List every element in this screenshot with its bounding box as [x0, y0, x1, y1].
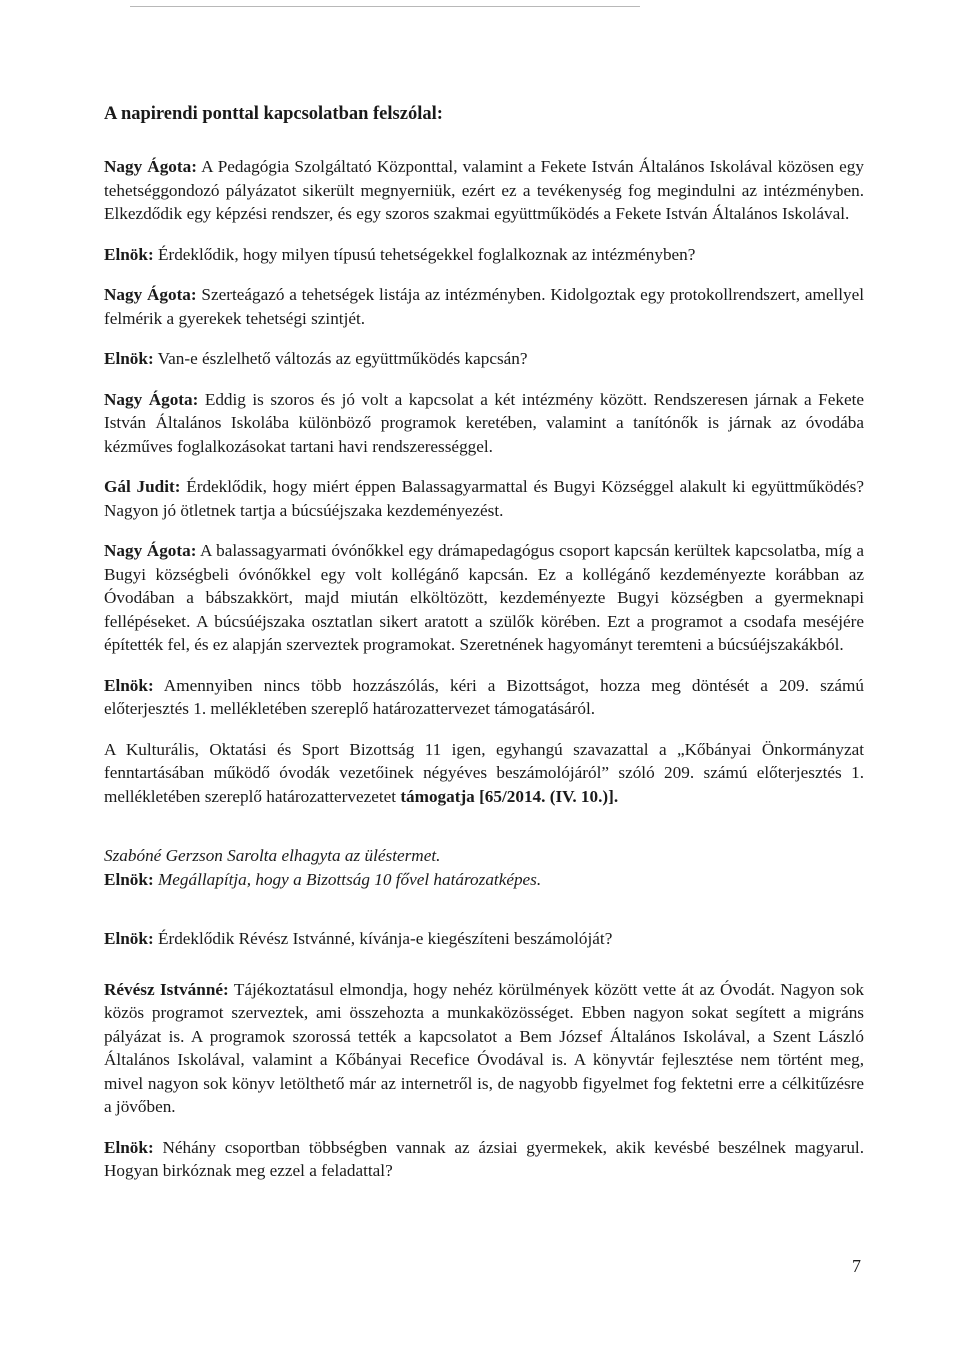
document-page — [104, 104, 864, 1200]
resolution-decision: támogatja [65/2014. (IV. 10.)]. — [400, 786, 619, 806]
speaker-name: Nagy Ágota: — [104, 285, 197, 304]
speaker-name: Révész Istvánné: — [104, 979, 229, 999]
paragraph-8 — [104, 674, 864, 721]
page-number: 7 — [852, 1256, 861, 1276]
paragraph-11 — [104, 1136, 864, 1183]
section-heading: A napirendi ponttal kapcsolatban felszólal: — [104, 104, 443, 124]
note-line-1: Szabóné Gerzson Sarolta elhagyta az üléstermet. — [104, 846, 441, 865]
paragraph-text: A balassagyarmati óvónőkkel egy drámapedagógus csoport kapcsán kerültek kapcsolatba, míg a Bugyi községbeli óvónőkkel egy volt kollégánő kapcsán. Ez a kollégánő kezdeményezte korábban az Óvodában a bábszakkört, majd miután elköltözött, kezdeményezte Bugyi községben a gyermeknapi fellépéseket. A búcsúéjszaka osztatlan sikert aratott a szülők körében. Ezt a programot a csodafa meséjére építették fel, és ez alapján szerveztek programokat. Szeretnének hagyományt teremteni a búcsúéjszakákból. — [104, 541, 864, 654]
paragraph-7 — [104, 539, 864, 657]
paragraph-text: Érdeklődik Révész Istvánné, kívánja-e kiegészíteni beszámolóját? — [153, 929, 613, 948]
paragraph-6 — [104, 475, 864, 522]
speaker-name: Elnök: — [104, 349, 154, 368]
paragraph-4 — [104, 347, 864, 371]
resolution-text: A Kulturális, Oktatási és Sport Bizottság 11 igen, egyhangú szavazattal a „Kőbányai Önkormányzat fenntartásában működő óvodák vezetőinek négyéves beszámolójáról” szóló 209. számú előterjesztés 1. mellékletében szereplő határozattervezetet — [104, 739, 864, 806]
paragraph-2 — [104, 243, 864, 267]
paragraph-text: Érdeklődik, hogy milyen típusú tehetségekkel foglalkoznak az intézményben? — [153, 244, 696, 264]
paragraph-5 — [104, 388, 864, 459]
paragraph-text: Néhány csoportban többségben vannak az ázsiai gyermekek, akik kevésbé beszélnek magyarul. Hogyan birkóznak meg ezzel a feladattal? — [104, 1137, 864, 1180]
speaker-name: Elnök: — [104, 675, 154, 695]
note-line-2 — [104, 868, 864, 892]
paragraph-text: Érdeklődik, hogy miért éppen Balassagyarmattal és Bugyi Községgel alakult ki együttműködés? Nagyon jó ötletnek tartja a búcsúéjszaka kezdeményezést. — [104, 477, 864, 520]
paragraph-text: A Pedagógia Szolgáltató Központtal, valamint a Fekete István Általános Iskolával közösen egy tehetséggondozó pályázatot sikerült megnyerniük, ezért ez a tevékenység fog megindulni az intézményben. Elkezdődik egy képzési rendszer, és egy szoros szakmai együttműködés a Fekete István Általános Iskolával. — [104, 157, 864, 223]
speaker-name: Nagy Ágota: — [104, 157, 197, 176]
speaker-name: Elnök: — [104, 1137, 154, 1157]
speaker-name: Elnök: — [104, 929, 154, 948]
speaker-name: Elnök: — [104, 869, 154, 889]
paragraph-1 — [104, 155, 864, 226]
speaker-name: Nagy Ágota: — [104, 389, 199, 409]
paragraph-text: Szerteágazó a tehetségek listája az intézményben. Kidolgoztak egy protokollrendszert, amellyel felmérik a gyerekek tehetségi szintjét. — [104, 285, 864, 328]
paragraph-10 — [104, 978, 864, 1119]
paragraph-text: Amennyiben nincs több hozzászólás, kéri a Bizottságot, hozza meg döntését a 209. számú előterjesztés 1. mellékletében szereplő határozattervezet támogatásáról. — [104, 675, 864, 718]
paragraph-9 — [104, 927, 864, 951]
note-text: Megállapítja, hogy a Bizottság 10 fővel határozatképes. — [153, 869, 542, 889]
paragraph-text: Tájékoztatásul elmondja, hogy nehéz körülmények között vette át az Óvodát. Nagyon sok közös programot szerveztek, ami összehozta a munkaközösséget. Ebben nagyon sokat segített a migráns pályázat is. A programok szorossá tették a kapcsolatot a Bem József Általános Iskolával, a Szent László Általános Iskolával, valamint a Kőbányai Recefice Óvodával is. A könyvtár fejlesztése nem történt meg, mivel nagyon sok könyv letölthető már az internetről is, de nagyobb figyelmet fog fektetni erre a célkitűzésre a jövőben. — [104, 979, 864, 1116]
speaker-name: Elnök: — [104, 244, 154, 264]
paragraph-text: Eddig is szoros és jó volt a kapcsolat a két intézmény között. Rendszeresen járnak a Fekete István Általános Iskolába különböző programok keretében, valamint a tanítónők is járnak az óvodába kézműves foglalkozásokat tartani havi rendszerességgel. — [104, 389, 864, 456]
scan-edge-line — [130, 6, 640, 7]
speaker-name: Gál Judit: — [104, 477, 181, 496]
paragraph-3 — [104, 283, 864, 330]
paragraph-text: Van-e észlelhető változás az együttműködés kapcsán? — [153, 349, 528, 368]
speaker-name: Nagy Ágota: — [104, 541, 197, 560]
resolution-paragraph — [104, 738, 864, 809]
